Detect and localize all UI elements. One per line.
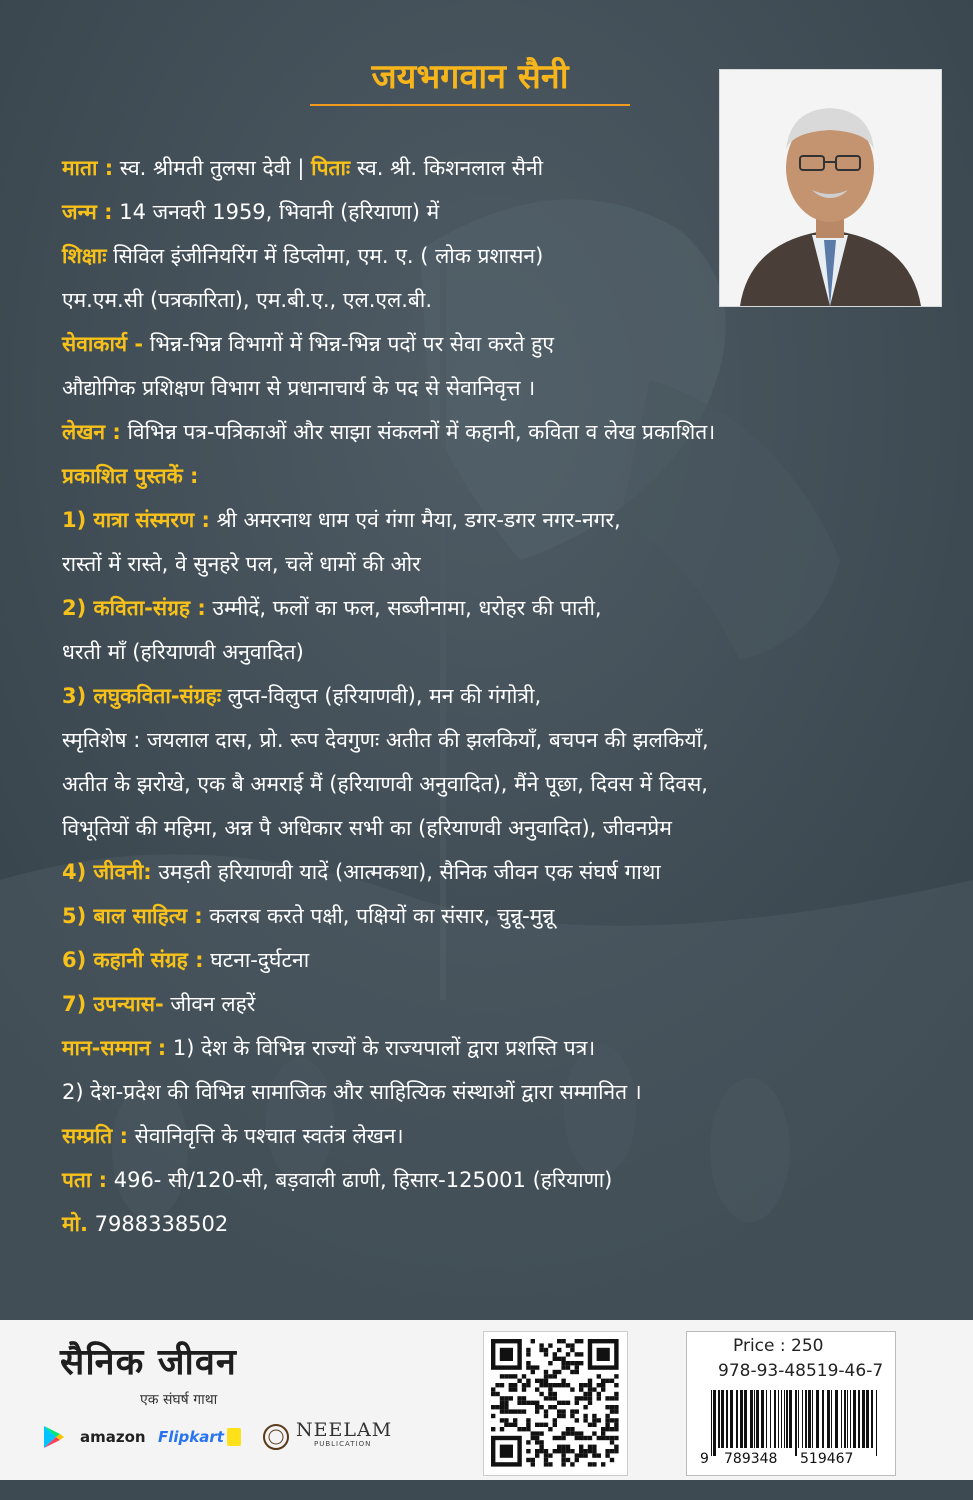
bio-line-short-poetry-cont-1: स्मृतिशेष : जयलाल दास, प्रो. रूप देवगुणः अतीत की झलकियाँ, बचपन की झलकियाँ, — [62, 728, 709, 752]
isbn-number: 978-93-48519-46-7 — [718, 1361, 884, 1381]
bio-line-children: 5) बाल साहित्य : कलरब करते पक्षी, पक्षियों का संसार, चुन्नू-मुन्नू — [62, 904, 555, 928]
bio-line-stories: 6) कहानी संग्रह : घटना-दुर्घटना — [62, 948, 310, 972]
amazon-logo: amazon — [80, 1428, 146, 1446]
bio-line-mobile: मो. 7988338502 — [62, 1212, 229, 1236]
flipkart-logo: Flipkart — [158, 1422, 241, 1452]
play-store-icon — [40, 1422, 66, 1452]
bio-line-short-poetry: 3) लघुकविता-संग्रहः लुप्त-विलुप्त (हरियाणवी), मन की गंगोत्री, — [62, 684, 542, 708]
bio-line-books-heading: प्रकाशित पुस्तकें : — [62, 464, 199, 488]
barcode-digits-right: 519467 — [800, 1451, 854, 1467]
bio-line-birth: जन्म : 14 जनवरी 1959, भिवानी (हरियाणा) में — [62, 200, 440, 224]
bio-line-poetry-cont: धरती माँ (हरियाणवी अनुवादित) — [62, 640, 304, 664]
bio-line-writing: लेखन : विभिन्न पत्र-पत्रिकाओं और साझा संकलनों में कहानी, कविता व लेख प्रकाशित। — [62, 420, 716, 444]
bio-line-address: पता : 496- सी/120-सी, बड़वाली ढाणी, हिसार-125001 (हरियाणा) — [62, 1168, 613, 1192]
bio-line-novel: 7) उपन्यास- जीवन लहरें — [62, 992, 256, 1016]
bio-line-parents: माता : स्व. श्रीमती तुलसा देवी | पिताः स्व. श्री. किशनलाल सैनी — [62, 156, 544, 180]
title-underline — [310, 104, 630, 106]
bio-line-current: सम्प्रति : सेवानिवृत्ति के पश्चात स्वतंत्र लेखन। — [62, 1124, 404, 1148]
bio-line-honours-cont: 2) देश-प्रदेश की विभिन्न सामाजिक और साहित्यिक संस्थाओं द्वारा सम्मानित । — [62, 1080, 642, 1104]
bio-line-service-cont: औद्योगिक प्रशिक्षण विभाग से प्रधानाचार्य के पद से सेवानिवृत्त । — [62, 376, 536, 400]
bio-line-service: सेवाकार्य - भिन्न-भिन्न विभागों में भिन्न-भिन्न पदों पर सेवा करते हुए — [62, 332, 554, 356]
bio-line-poetry: 2) कविता-संग्रह : उम्मीदें, फलों का फल, सब्जीनामा, धरोहर की पाती, — [62, 596, 602, 620]
bio-line-education-cont: एम.एम.सी (पत्रकारिता), एम.बी.ए., एल.एल.बी. — [62, 288, 433, 312]
barcode-digit-lead: 9 — [700, 1451, 709, 1467]
author-photo — [719, 69, 942, 307]
bio-line-education: शिक्षाः सिविल इंजीनियरिंग में डिप्लोमा, एम. ए. ( लोक प्रशासन) — [62, 244, 544, 268]
price-label: Price : 250 — [733, 1336, 824, 1356]
book-title: सैनिक जीवन — [60, 1342, 237, 1383]
bio-line-honours: मान-सम्मान : 1) देश के विभिन्न राज्यों के राज्यपालों द्वारा प्रशस्ति पत्र। — [62, 1036, 596, 1060]
bio-line-biography: 4) जीवनी: उमड़ती हरियाणवी यादें (आत्मकथा), सैनिक जीवन एक संघर्ष गाथा — [62, 860, 661, 884]
qr-code — [483, 1331, 628, 1476]
barcode-digits-left: 789348 — [724, 1451, 778, 1467]
bio-line-travel-cont: रास्तों में रास्ते, वे सुनहरे पल, चलें धामों की ओर — [62, 552, 421, 576]
bio-line-travel: 1) यात्रा संस्मरण : श्री अमरनाथ धाम एवं गंगा मैया, डगर-डगर नगर-नगर, — [62, 508, 621, 532]
publisher-seal-icon — [262, 1422, 290, 1452]
publisher-logo: NEELAM PUBLICATION — [296, 1419, 393, 1448]
bio-line-short-poetry-cont-3: विभूतियों की महिमा, अन्न पै अधिकार सभी का (हरियाणवी अनुवादित), जीवनप्रेम — [62, 816, 672, 840]
book-subtitle: एक संघर्ष गाथा — [140, 1392, 218, 1408]
bio-line-short-poetry-cont-2: अतीत के झरोखे, एक बै अमराई मैं (हरियाणवी अनुवादित), मैंने पूछा, दिवस में दिवस, — [62, 772, 708, 796]
author-name: जयभगवान सैनी — [371, 57, 569, 97]
bottom-band — [0, 1480, 973, 1500]
